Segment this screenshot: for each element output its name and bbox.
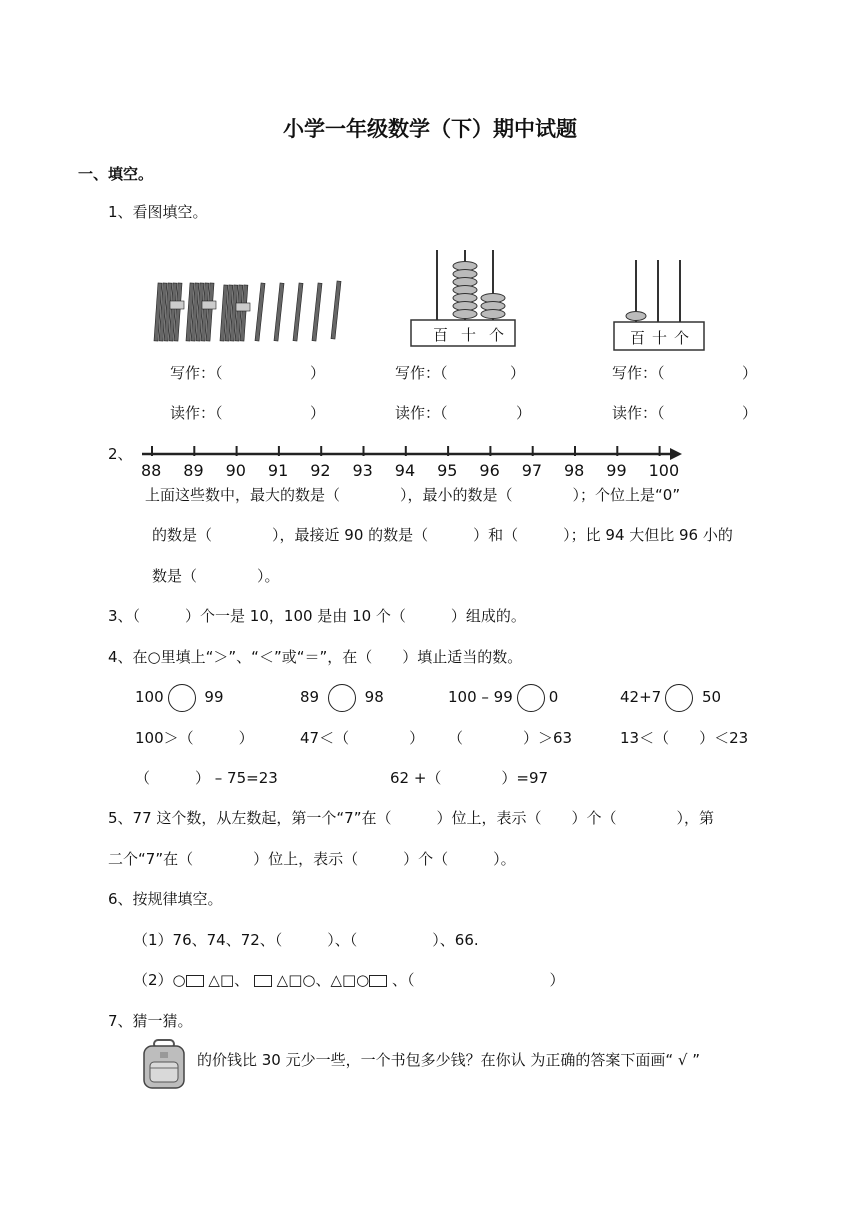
q2-line2: 的数是（ ），最接近 90 的数是（ ）和（ ）；比 94 大但比 96 小的 [152, 526, 733, 544]
stick-bundles-image [150, 275, 350, 345]
compare-circle[interactable] [665, 684, 693, 712]
compare-1 [135, 683, 224, 712]
read-label-2: 读作：（ [395, 404, 448, 422]
inequality-4: 13＜（ ）＜23 [620, 729, 749, 747]
shape-sequence: ○ △□、 △□○、△□○ [173, 971, 393, 989]
q3-text: 3、（ ）个一是 10，100 是由 10 个（ ）组成的。 [108, 607, 526, 625]
rectangle-icon [369, 975, 387, 987]
q7-label: 7、猜一猜。 [108, 1012, 193, 1030]
number-line-label: 92 [310, 461, 331, 480]
number-line-label: 90 [225, 461, 246, 480]
read-label-3: 读作：（ [612, 404, 665, 422]
number-line-label: 96 [479, 461, 500, 480]
number-line-label: 95 [437, 461, 458, 480]
close-paren: ） [516, 404, 532, 422]
compare-3-right: 0 [548, 688, 559, 706]
close-paren: ） [742, 364, 758, 382]
q6-part2 [133, 971, 565, 989]
number-line-label: 98 [564, 461, 585, 480]
number-line-label: 88 [141, 461, 162, 480]
q7-text: 的价钱比 30 元少一些，一个书包多少钱？在你认 为正确的答案下面画“ √ ” [197, 1051, 701, 1069]
number-line-label: 93 [352, 461, 373, 480]
q2-label: 2、 [108, 445, 133, 463]
abacus1-label-tens: 十 [461, 326, 477, 344]
write-label-3: 写作：（ [612, 364, 665, 382]
inequality-2: 47＜（ ） [300, 729, 425, 747]
compare-2-right: 98 [364, 688, 384, 706]
close-paren: ） [742, 404, 758, 422]
close-paren: ） [510, 364, 526, 382]
close-paren: ） [310, 404, 326, 422]
abacus1-label-hundreds: 百 [433, 326, 449, 344]
rectangle-icon [186, 975, 204, 987]
compare-2 [300, 683, 384, 712]
equation-2: 62 +（ ）=97 [390, 769, 549, 787]
compare-circle[interactable] [168, 684, 196, 712]
write-label-2: 写作：（ [395, 364, 448, 382]
abacus2-label-tens: 十 [652, 329, 668, 347]
read-label-1: 读作：（ [170, 404, 223, 422]
inequality-1: 100＞（ ） [135, 729, 254, 747]
q6-part1: （1）76、74、72、（ ）、（ ）、66. [133, 931, 479, 949]
compare-4-left: 42+7 [620, 688, 662, 706]
q5-line2: 二个“7”在（ ）位上，表示（ ）个（ ）。 [108, 850, 516, 868]
close-paren: ） [310, 364, 326, 382]
page-title: 小学一年级数学（下）期中试题 [283, 117, 577, 141]
compare-4 [620, 683, 721, 712]
number-line-label: 100 [648, 461, 680, 480]
compare-3-left: 100 – 99 [448, 688, 513, 706]
rectangle-icon [254, 975, 272, 987]
compare-1-left: 100 [135, 688, 164, 706]
q4-label: 4、在○里填上“＞”、“＜”或“＝”，在（ ）填止适当的数。 [108, 648, 523, 666]
compare-2-left: 89 [300, 688, 320, 706]
q6-part2-tail: 、（ ） [392, 971, 565, 989]
section-heading: 一、填空。 [78, 165, 154, 183]
inequality-3: （ ）＞63 [448, 729, 573, 747]
q5-line1: 5、77 这个数，从左数起，第一个“7”在（ ）位上，表示（ ）个（ ），第 [108, 809, 714, 827]
number-line-label: 89 [183, 461, 204, 480]
number-line-label: 94 [394, 461, 416, 480]
abacus2-label-ones: 个 [674, 329, 690, 347]
q1-label: 1、看图填空。 [108, 203, 208, 221]
compare-3 [448, 683, 558, 712]
abacus1-label-ones: 个 [489, 326, 505, 344]
compare-4-right: 50 [701, 688, 722, 706]
number-line-label: 97 [521, 461, 543, 480]
number-line-label: 91 [267, 461, 289, 480]
number-line-label: 99 [606, 461, 627, 480]
compare-circle[interactable] [517, 684, 545, 712]
compare-1-right: 99 [204, 688, 224, 706]
write-label-1: 写作：（ [170, 364, 223, 382]
schoolbag-image [140, 1038, 188, 1090]
equation-1: （ ） – 75=23 [135, 769, 278, 787]
q2-line3: 数是（ ）。 [152, 567, 280, 585]
q6-label: 6、按规律填空。 [108, 890, 223, 908]
abacus2-label-hundreds: 百 [630, 329, 646, 347]
q6-part2-prefix: （2） [133, 971, 173, 989]
compare-circle[interactable] [328, 684, 356, 712]
q2-line1: 上面这些数中，最大的数是（ ），最小的数是（ ）；个位上是“0” [145, 486, 681, 504]
